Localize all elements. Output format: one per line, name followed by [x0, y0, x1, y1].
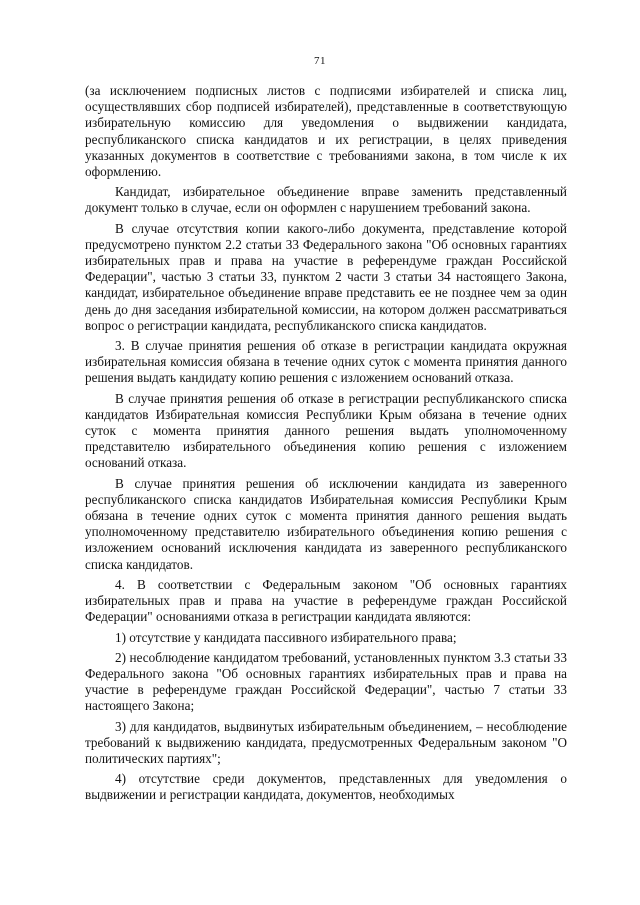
- paragraph-continuation: (за исключением подписных листов с подписями избирателей и списка лиц, осуществлявших сбор подписей избирателей), представленные в соответствующую избирательную комиссию для уведомления о выдвижении кандидата, республиканского списка кандидатов и их регистрации, в целях приведения указанных документов в соответствие с требованиями закона, в том числе к их оформлению.: [85, 83, 567, 180]
- paragraph-missing-copy: В случае отсутствия копии какого-либо документа, представление которой предусмотрено пунктом 2.2 статьи 33 Федерального закона "Об основных гарантиях избирательных прав и права на участие в референдуме граждан Российской Федерации", частью 3 статьи 33, пунктом 2 части 3 статьи 34 настоящего Закона, кандидат, избирательное объединение вправе представить ее не позднее чем за один день до дня заседания избирательной комиссии, на котором должен рассматриваться вопрос о регистрации кандидата, республиканского списка кандидатов.: [85, 220, 567, 333]
- list-item-3: 3) для кандидатов, выдвинутых избирательным объединением, – несоблюдение требований к выдвижению кандидата, предусмотренных Федеральным законом "О политических партиях";: [85, 718, 567, 766]
- document-body: [85, 83, 567, 808]
- list-item-1: 1) отсутствие у кандидата пассивного избирательного права;: [115, 629, 457, 645]
- paragraph-item-3: 3. В случае принятия решения об отказе в регистрации кандидата окружная избирательная комиссия обязана в течение одних суток с момента принятия данного решения выдать кандидату копию решения с изложением оснований отказа.: [85, 338, 567, 386]
- paragraph-exclusion: В случае принятия решения об исключении кандидата из заверенного республиканского списка кандидатов Избирательная комиссия Республики Крым обязана в течение одних суток с момента принятия данного решения выдать уполномоченному представителю избирательного объединения копию решения с изложением оснований исключения кандидата из заверенного республиканского списка кандидатов.: [85, 475, 567, 572]
- list-item-2: 2) несоблюдение кандидатом требований, установленных пунктом 3.3 статьи 33 Федерального закона "Об основных гарантиях избирательных прав и права на участие в референдуме граждан Российской Федерации", частью 7 статьи 33 настоящего Закона;: [85, 649, 567, 714]
- paragraph-replace-document: Кандидат, избирательное объединение вправе заменить представленный документ только в случае, если он оформлен с нарушением требований закона.: [85, 184, 567, 216]
- paragraph-item-4: 4. В соответствии с Федеральным законом "Об основных гарантиях избирательных прав и права на участие в референдуме граждан Российской Федерации" основаниями отказа в регистрации кандидата являются:: [85, 576, 567, 625]
- paragraph-refusal-list: В случае принятия решения об отказе в регистрации республиканского списка кандидатов Избирательная комиссия Республики Крым обязана в течение одних суток с момента принятия данного решения выдать уполномоченному представителю избирательного объединения копию решения с изложением оснований отказа.: [85, 390, 567, 471]
- list-item-4: 4) отсутствие среди документов, представленных для уведомления о выдвижении и регистрации кандидата, документов, необходимых: [85, 771, 567, 803]
- page-number: 71: [314, 55, 326, 67]
